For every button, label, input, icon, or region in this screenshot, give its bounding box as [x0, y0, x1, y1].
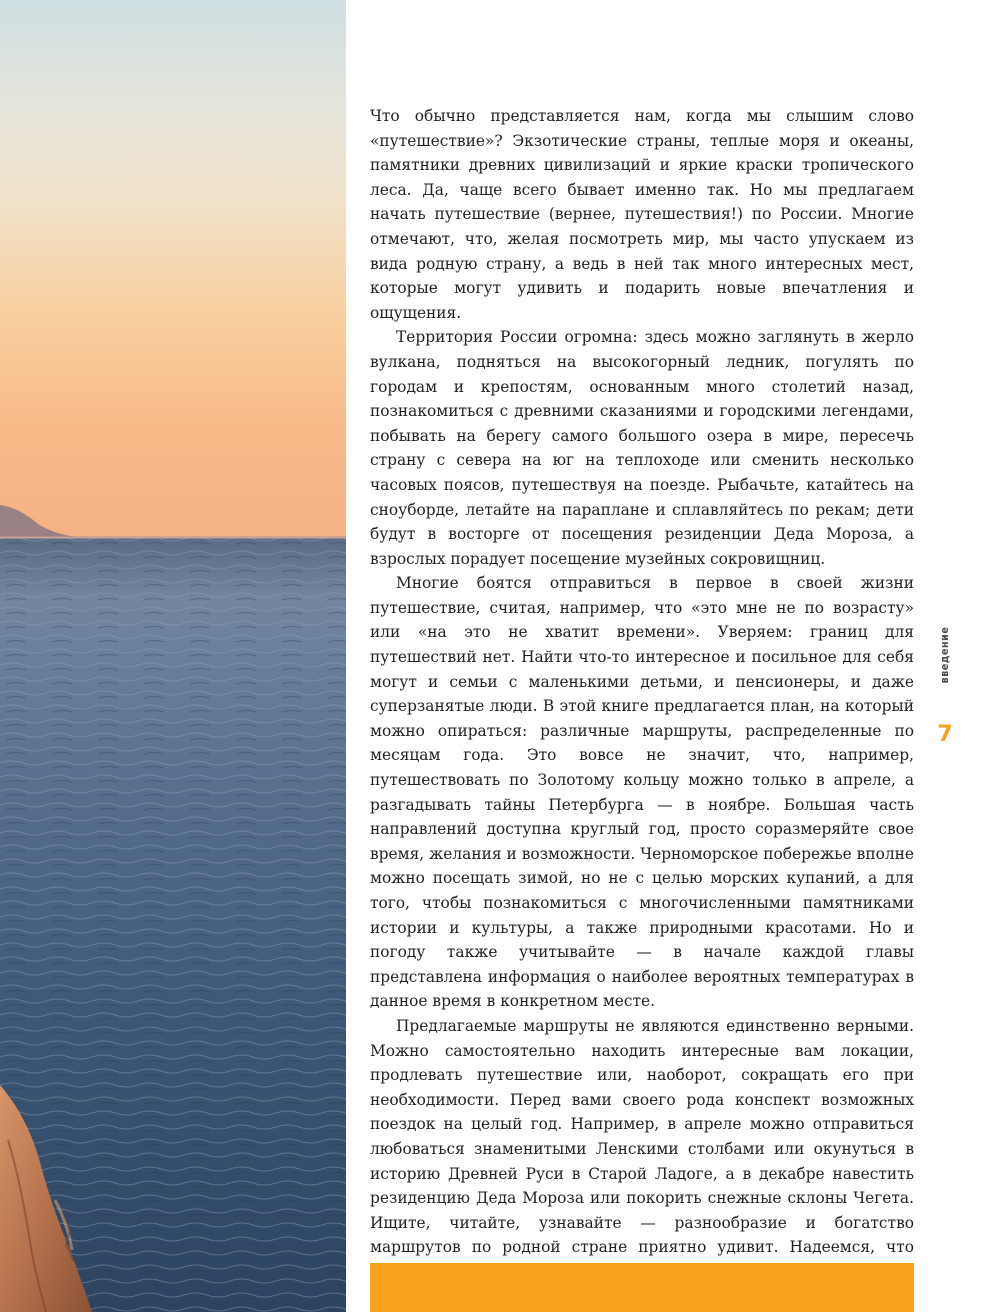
footer-accent-bar [370, 1263, 914, 1312]
section-marker [924, 600, 966, 720]
paragraph-3: Многие боятся отправиться в первое в своей жизни путешествие, считая, например, что «это мне не по возрасту» или «на это не хватит времени». Уверяем: границ для путешествий нет. Найти что-то интересное и посильное для себя могут и семьи с маленькими детьми, и пенсионеры, и даже суперзанятые люди. В этой книге предлагается план, на который можно опираться: различные маршруты, распределенные по месяцам года. Это вовсе не значит, что, например, путешествовать по Золотому кольцу можно только в апреле, а разгадывать тайны Петербурга — в ноябре. Большая часть направлений доступна круглый год, просто соразмеряйте свое время, желания и возможности. Черноморское побережье вполне можно посещать зимой, но не с целью морских купаний, а для того, чтобы познакомиться с многочисленными памятниками истории и культуры, а также природными красотами. Но и погоду также учитывайте — в начале каждой главы представлена информация о наиболее вероятных температурах в данное время в конкретном месте. [370, 574, 914, 1011]
paragraph-1: Что обычно представляется нам, когда мы слышим слово «путешествие»? Экзотические страны, теплые моря и океаны, памятники древних цивилизаций и яркие краски тропического леса. Да, чаще всего бывает именно так. Но мы предлагаем начать путешествие (вернее, путешествия!) по России. Многие отмечают, что, желая посмотреть мир, мы часто упускаем из вида родную страну, а ведь в ней так много интересных мест, которые могут удивить и подарить новые впечатления и ощущения. [370, 107, 914, 322]
paragraph-4: Предлагаемые маршруты не являются единственно верными. Можно самостоятельно находить интересные вам локации, продлевать путешествие или, наоборот, сокращать его при необходимости. Перед вами своего рода конспект возможных поездок на целый год. Например, в апреле можно отправиться любоваться знаменитыми Ленскими столбами или окунуться в историю Древней Руси в Старой Ладоге, а в декабре навестить резиденцию Деда Мороза или покорить снежные склоны Чегета. Ищите, читайте, узнавайте — разнообразие и богатство маршрутов по родной стране приятно удивит. Надеемся, что [370, 1016, 914, 1257]
section-label: введение [939, 626, 951, 684]
body-text [370, 104, 914, 1285]
paragraph-2: Территория России огромна: здесь можно заглянуть в жерло вулкана, подняться на высокогорный ледник, погулять по городам и крепостям, основанным много столетий назад, познакомиться с древними сказаниями и городскими легендами, побывать на берегу самого большого озера в мире, пересечь страну с севера на юг на теплоходе или сменить несколько часовых поясов, путешествуя на поезде. Рыбачьте, катайтесь на сноуборде, летайте на параплане и сплавляйтесь по рекам; дети будут в восторге от посещения резиденции Деда Мороза, а взрослых порадует посещение музейных сокровищниц. [370, 328, 914, 568]
sea-sunset-photo [0, 0, 346, 1312]
page-number: 7 [937, 722, 953, 747]
